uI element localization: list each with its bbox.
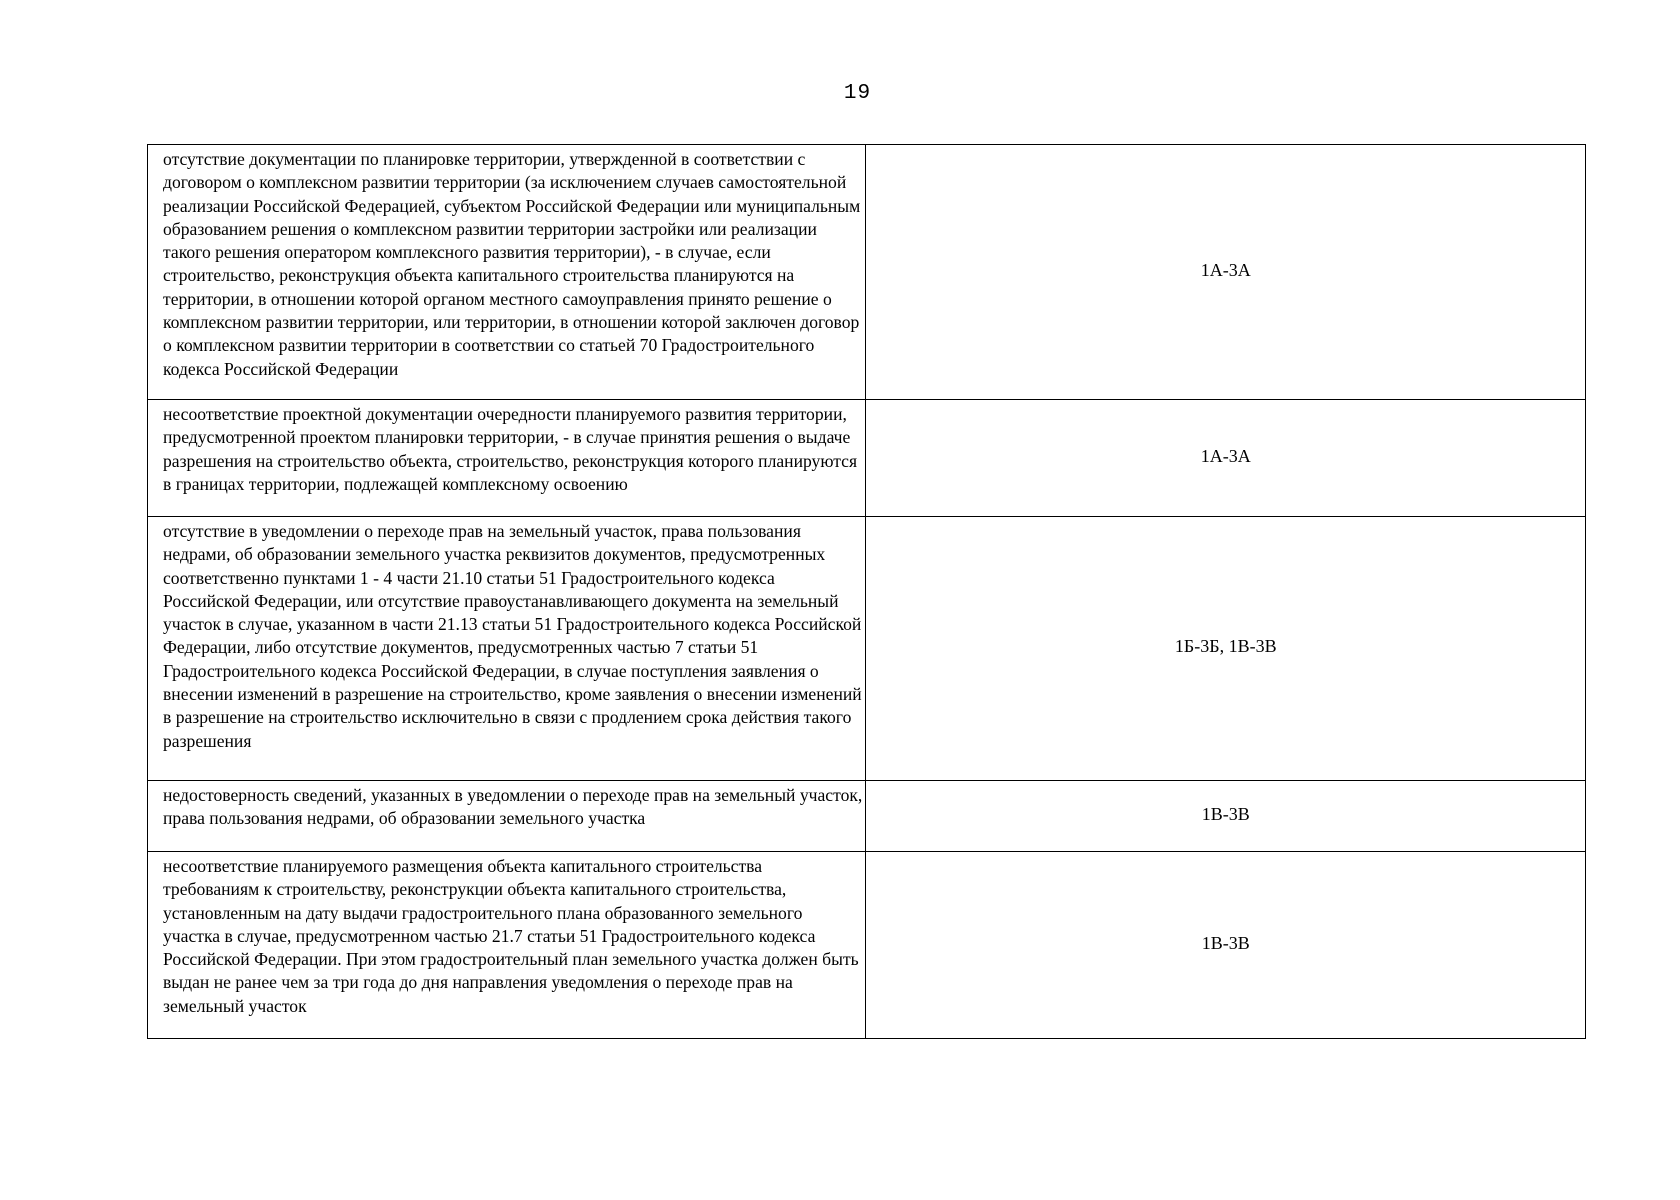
- condition-cell: [148, 781, 866, 852]
- code-text: 1Б-3Б, 1В-3В: [1174, 636, 1277, 656]
- code-cell: [866, 400, 1586, 517]
- condition-text: несоответствие проектной документации очередности планируемого развития территории, предусмотренной проектом планировки территории, - в случае принятия решения о выдаче разрешения на строительство объекта, строительство, реконструкция которого планируются в границах территории, подлежащей комплексному освоению: [163, 404, 858, 494]
- table-row: [148, 400, 1586, 517]
- code-text: 1А-3А: [1200, 445, 1251, 466]
- condition-cell: [148, 852, 866, 1039]
- condition-text: отсутствие документации по планировке территории, утвержденной в соответствии с договором о комплексном развитии территории (за исключением случаев самостоятельной реализации Российской Федерацией, субъектом Российской Федерации или муниципальным образованием решения о комплексном развитии территории застройки или реализации такого решения оператором комплексного развития территории), - в случае, если строительство, реконструкция объекта капитального строительства планируются на территории, в отношении которой органом местного самоуправления принято решение о комплексном развитии территории, или территории, в отношении которой заключен договор о комплексном развитии территории в соответствии со статьей 70 Градостроительного кодекса Российской Федерации: [163, 149, 861, 379]
- code-text: 1А-3А: [1200, 259, 1251, 280]
- condition-text: несоответствие планируемого размещения объекта капитального строительства требованиям к строительству, реконструкции объекта капитального строительства, установленным на дату выдачи градостроительного плана образованного земельного участка в случае, предусмотренном частью 21.7 статьи 51 Градостроительного кодекса Российской Федерации. При этом градостроительный план земельного участка должен быть выдан не ранее чем за три года до дня направления уведомления о переходе прав на земельный участок: [163, 856, 859, 1016]
- table-row: [148, 517, 1586, 781]
- table-row: [148, 781, 1586, 852]
- condition-cell: [148, 145, 866, 400]
- condition-text: недостоверность сведений, указанных в уведомлении о переходе прав на земельный участок, права пользования недрами, об образовании земельного участка: [163, 785, 863, 829]
- condition-cell: [148, 400, 866, 517]
- code-cell: [866, 852, 1586, 1039]
- condition-text: отсутствие в уведомлении о переходе прав на земельный участок, права пользования недрами, об образовании земельного участка реквизитов документов, предусмотренных соответственно пунктами 1 - 4 части 21.10 статьи 51 Градостроительного кодекса Российской Федерации, или отсутствие правоустанавливающего документа на земельный участок в случае, указанном в части 21.13 статьи 51 Градостроительного кодекса Российской Федерации, либо отсутствие документов, предусмотренных частью 7 статьи 51 Градостроительного кодекса Российской Федерации, в случае поступления заявления о внесении изменений в разрешение на строительство, кроме заявления о внесении изменений в разрешение на строительство исключительно в связи с продлением срока действия такого разрешения: [163, 521, 862, 751]
- code-text: 1В-3В: [1201, 803, 1250, 824]
- code-cell: [866, 517, 1586, 781]
- code-cell: [866, 781, 1586, 852]
- table-row: [148, 145, 1586, 400]
- page-number: 19: [843, 82, 872, 105]
- requirements-table: [147, 144, 1586, 1039]
- code-text: 1В-3В: [1201, 932, 1250, 953]
- table-row: [148, 852, 1586, 1039]
- condition-cell: [148, 517, 866, 781]
- code-cell: [866, 145, 1586, 400]
